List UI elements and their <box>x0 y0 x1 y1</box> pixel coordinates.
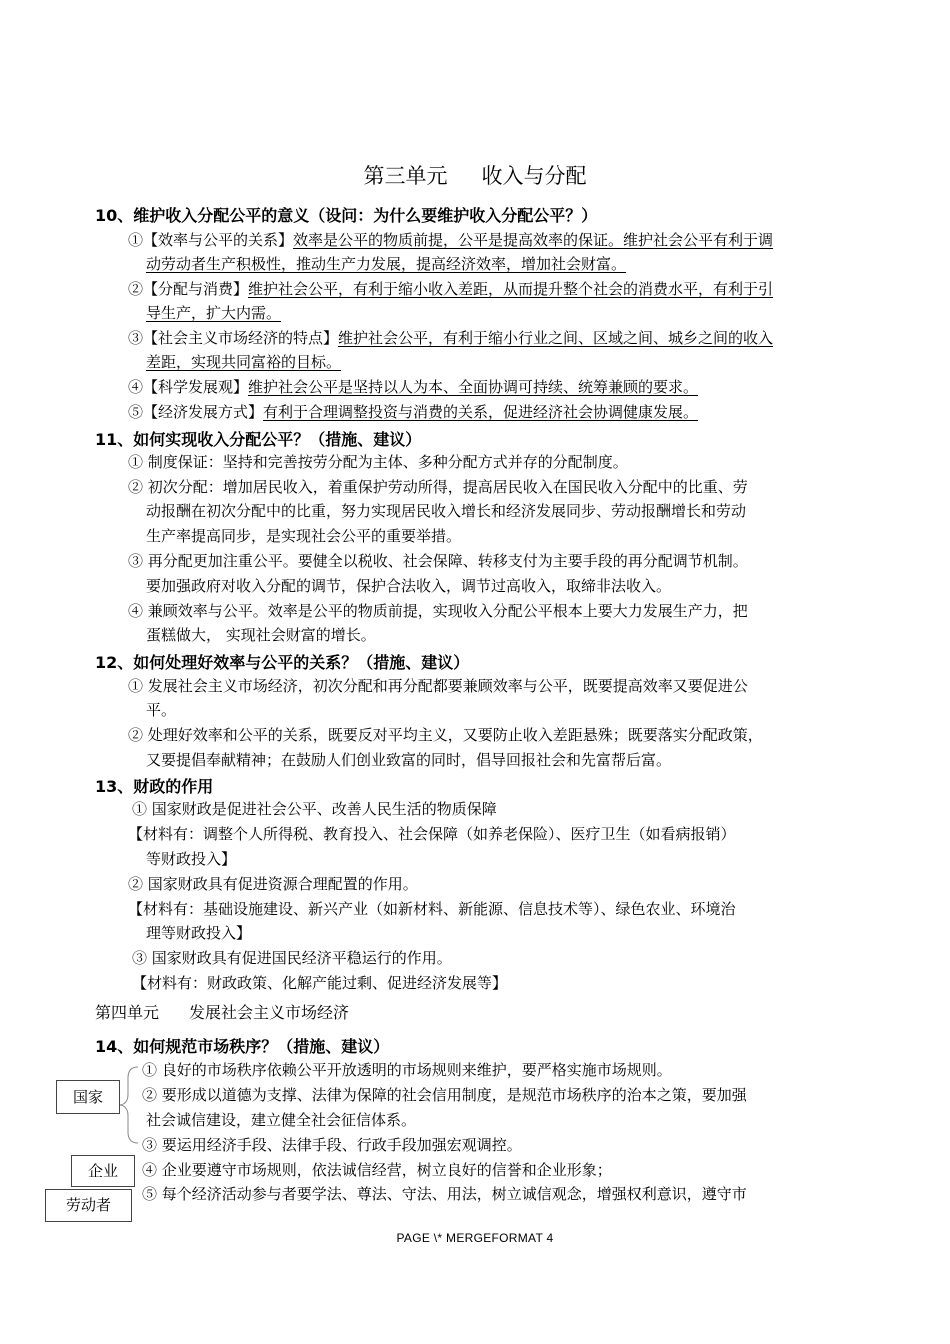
q11-line: 动报酬在初次分配中的比重，努力实现居民收入增长和经济发展同步、劳动报酬增长和劳动 <box>146 502 747 520</box>
q10-heading: 10、维护收入分配公平的意义（设问：为什么要维护收入分配公平？） <box>95 206 598 225</box>
q10-item-1 <box>128 228 773 252</box>
q14-line: ④ 企业要遵守市场规则，依法诚信经营，树立良好的信誉和企业形象； <box>142 1161 612 1179</box>
q10-item-5-text: 有利于合理调整投资与消费的关系，促进经济社会协调健康发展。 <box>263 403 699 421</box>
q10-item-2-cont: 导生产，扩大内需。 <box>146 304 282 322</box>
q10-item-3-tag: ③【社会主义市场经济的特点】 <box>128 329 339 347</box>
q10-item-1-tag: ①【效率与公平的关系】 <box>128 231 294 249</box>
q10-item-4-text: 维护社会公平是坚持以人为本、全面协调可持续、统筹兼顾的要求。 <box>248 378 699 396</box>
q14-line: ① 良好的市场秩序依赖公平开放透明的市场规则来维护，要严格实施市场规则。 <box>142 1061 672 1079</box>
brace-bracket <box>118 1064 142 1146</box>
unit4-label: 第四单元 <box>95 1003 160 1022</box>
q14-line: ② 要形成以道德为支撑、法律为保障的社会信用制度，是规范市场秩序的治本之策，要加强 <box>142 1086 747 1104</box>
q13-line: ① 国家财政是促进社会公平、改善人民生活的物质保障 <box>132 800 497 818</box>
q14-line: ③ 要运用经济手段、法律手段、行政手段加强宏观调控。 <box>142 1136 522 1154</box>
q11-line: ② 初次分配：增加居民收入，着重保护劳动所得，提高居民收入在国民收入分配中的比重、劳 <box>128 478 748 496</box>
q12-line: ① 发展社会主义市场经济，初次分配和再分配都要兼顾效率与公平，既要提高效率又要促进公 <box>128 677 748 695</box>
unit4-heading <box>95 1000 349 1023</box>
q13-line: 【材料有：财政政策、化解产能过剩、促进经济发展等】 <box>132 974 508 992</box>
q10-item-3-text: 维护社会公平，有利于缩小行业之间、区域之间、城乡之间的收入 <box>338 329 774 347</box>
q13-line: ② 国家财政具有促进资源合理配置的作用。 <box>128 875 418 893</box>
q11-heading: 11、如何实现收入分配公平？（措施、建议） <box>95 430 422 449</box>
q13-heading: 13、财政的作用 <box>95 777 214 796</box>
q10-item-5 <box>128 400 698 424</box>
q14-heading: 14、如何规范市场秩序？（措施、建议） <box>95 1037 390 1056</box>
q12-line: 又要提倡奉献精神；在鼓励人们创业致富的同时，倡导回报社会和先富帮后富。 <box>146 751 672 769</box>
q14-line: ⑤ 每个经济活动参与者要学法、尊法、守法、用法，树立诚信观念，增强权利意识，遵守市 <box>142 1185 747 1203</box>
label-box-enterprise: 企业 <box>71 1155 135 1187</box>
q12-heading: 12、如何处理好效率与公平的关系？（措施、建议） <box>95 653 470 672</box>
q13-line: 【材料有：基础设施建设、新兴产业（如新材料、新能源、信息技术等）、绿色农业、环境治 <box>128 900 736 918</box>
label-box-worker: 劳动者 <box>45 1189 132 1222</box>
unit4-topic: 发展社会主义市场经济 <box>189 1003 350 1022</box>
title-topic: 收入与分配 <box>481 164 587 188</box>
q14-line: 社会诚信建设，建立健全社会征信体系。 <box>146 1111 417 1129</box>
q10-item-4-tag: ④【科学发展观】 <box>128 378 249 396</box>
q10-item-2 <box>128 277 773 301</box>
q13-line: 理等财政投入】 <box>146 924 252 942</box>
page-title <box>0 160 950 190</box>
q11-line: ① 制度保证：坚持和完善按劳分配为主体、多种分配方式并存的分配制度。 <box>128 453 628 471</box>
q13-line: ③ 国家财政具有促进国民经济平稳运行的作用。 <box>132 949 452 967</box>
q11-line: ④ 兼顾效率与公平。效率是公平的物质前提，实现收入分配公平根本上要大力发展生产力，把 <box>128 602 748 620</box>
q12-line: 平。 <box>146 701 177 719</box>
q11-line: ③ 再分配更加注重公平。要健全以税收、社会保障、转移支付为主要手段的再分配调节机制。 <box>128 552 748 570</box>
q10-item-1-cont: 动劳动者生产积极性，推动生产力发展，提高经济效率，增加社会财富。 <box>146 255 627 273</box>
q10-item-2-text: 维护社会公平，有利于缩小收入差距，从而提升整个社会的消费水平，有利于引 <box>248 280 774 298</box>
q11-line: 要加强政府对收入分配的调节，保护合法收入，调节过高收入，取缔非法收入。 <box>146 577 672 595</box>
title-unit: 第三单元 <box>363 164 448 188</box>
q11-line: 蛋糕做大， 实现社会财富的增长。 <box>146 626 376 644</box>
q11-line: 生产率提高同步，是实现社会公平的重要举措。 <box>146 527 462 545</box>
label-box-state: 国家 <box>56 1080 120 1114</box>
q13-line: 【材料有：调整个人所得税、教育投入、社会保障（如养老保险）、医疗卫生（如看病报销） <box>128 825 736 843</box>
q10-item-3-cont: 差距，实现共同富裕的目标。 <box>146 353 342 371</box>
q12-line: ② 处理好效率和公平的关系，既要反对平均主义，又要防止收入差距悬殊；既要落实分配政策， <box>128 726 763 744</box>
q13-line: 等财政投入】 <box>146 850 237 868</box>
q10-item-3 <box>128 326 773 350</box>
q10-item-4 <box>128 375 698 399</box>
page-footer: PAGE \* MERGEFORMAT 4 <box>396 1231 554 1245</box>
q10-item-2-tag: ②【分配与消费】 <box>128 280 249 298</box>
q10-item-5-tag: ⑤【经济发展方式】 <box>128 403 264 421</box>
q10-item-1-text: 效率是公平的物质前提，公平是提高效率的保证。维护社会公平有利于调 <box>293 231 774 249</box>
